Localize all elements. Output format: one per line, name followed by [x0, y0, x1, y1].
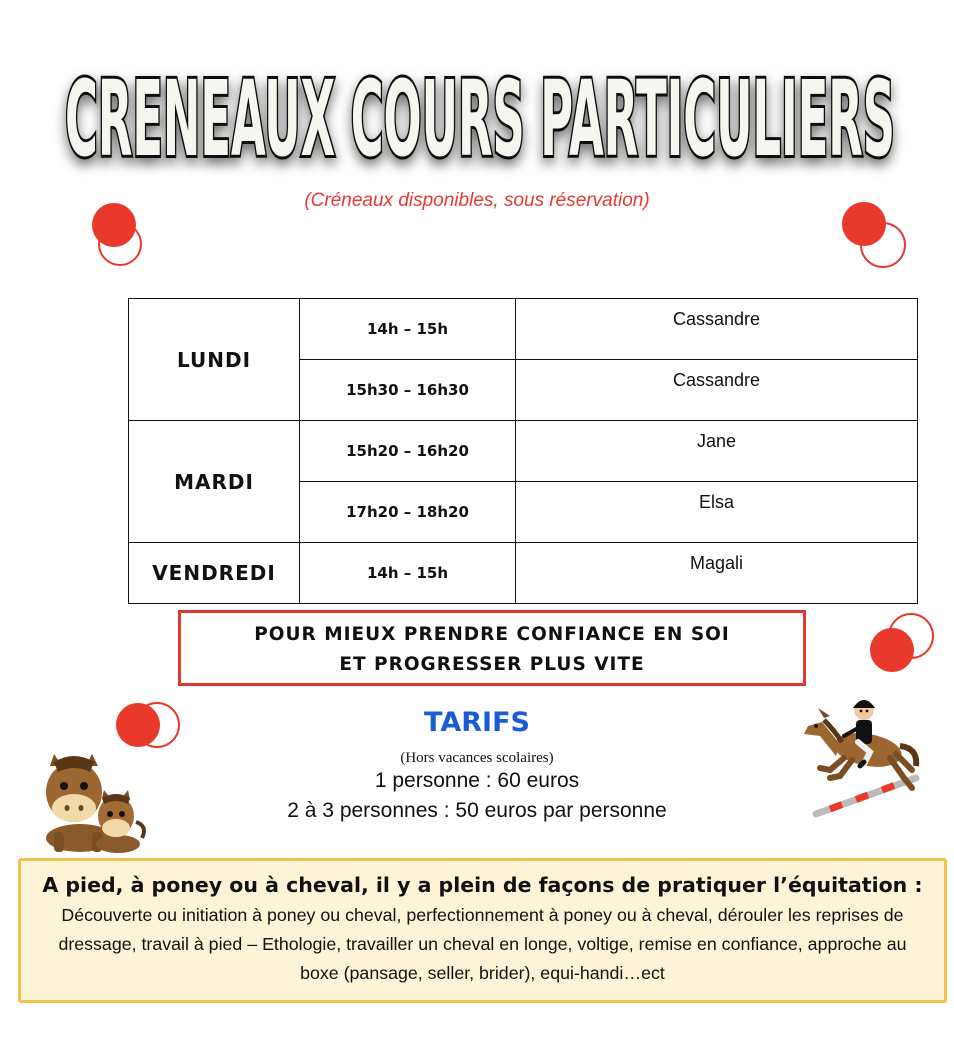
- instructor-cell: Magali: [516, 543, 918, 604]
- time-cell: 15h20 – 16h20: [300, 421, 516, 482]
- schedule-table: [128, 298, 918, 604]
- page-title-text: CRENEAUX COURS PARTICULIERS: [65, 58, 895, 180]
- instructor-cell: Cassandre: [516, 299, 918, 360]
- decorative-ring: [98, 222, 142, 266]
- activities-box: [18, 858, 947, 1003]
- time-cell: 14h – 15h: [300, 299, 516, 360]
- tarif-line-single: 1 personne : 60 euros: [374, 769, 580, 792]
- page-title: [40, 30, 920, 200]
- day-cell: MARDI: [129, 421, 300, 543]
- activities-title: A pied, à poney ou à cheval, il y a plein de façons de pratiquer l’équitation :: [42, 873, 923, 897]
- confidence-line-1: POUR MIEUX PRENDRE CONFIANCE EN SOI: [254, 624, 730, 645]
- tarifs-note: (Hors vacances scolaires): [400, 750, 554, 766]
- day-cell: LUNDI: [129, 299, 300, 421]
- rider-jumping-icon: [800, 686, 922, 820]
- activities-body: Découverte ou initiation à poney ou cheval, perfectionnement à poney ou à cheval, dérouler les reprises de dressage, travail à pied – Ethologie, travailler un cheval en longe, voltige, remise en confiance, approche au boxe (pansage, seller, brider), equi-handi…ect: [58, 905, 907, 983]
- confidence-line-2: ET PROGRESSER PLUS VITE: [339, 654, 645, 675]
- table-row: [129, 543, 918, 604]
- time-cell: 15h30 – 16h30: [300, 360, 516, 421]
- day-cell: VENDREDI: [129, 543, 300, 604]
- time-cell: 14h – 15h: [300, 543, 516, 604]
- table-row: [129, 421, 918, 482]
- decorative-ring: [860, 222, 906, 268]
- horses-cartoon-icon: [32, 752, 152, 856]
- instructor-cell: Elsa: [516, 482, 918, 543]
- time-cell: 17h20 – 18h20: [300, 482, 516, 543]
- table-row: [129, 299, 918, 360]
- confidence-box: [178, 610, 806, 686]
- decorative-dot: [870, 628, 914, 672]
- tarifs-heading: TARIFS: [424, 707, 530, 738]
- instructor-cell: Jane: [516, 421, 918, 482]
- page-subtitle: (Créneaux disponibles, sous réservation): [304, 190, 650, 211]
- tarif-line-group: 2 à 3 personnes : 50 euros par personne: [287, 799, 667, 822]
- instructor-cell: Cassandre: [516, 360, 918, 421]
